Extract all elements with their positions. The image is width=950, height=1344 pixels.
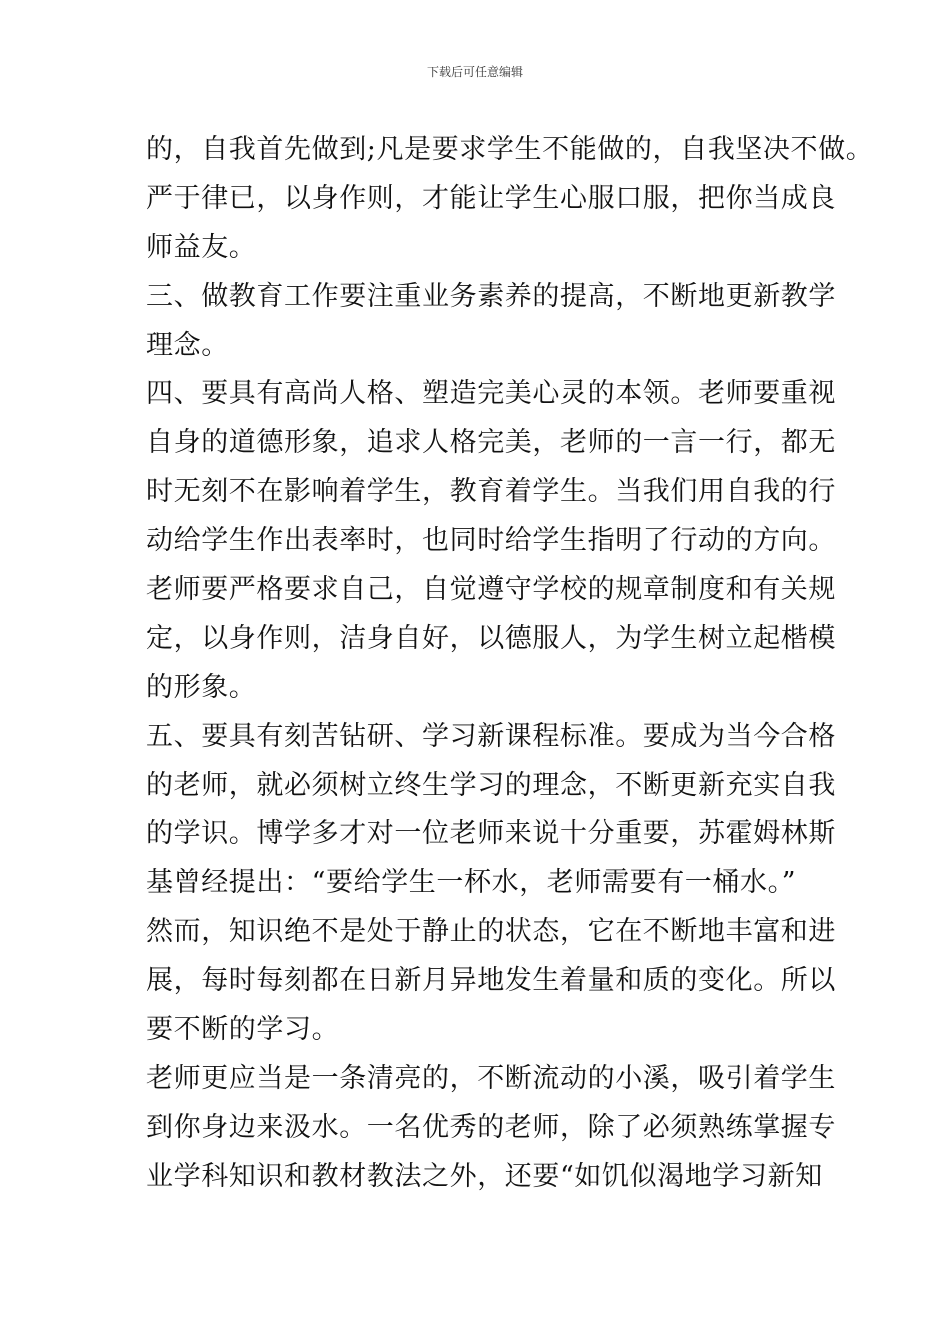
text-line: 理念。 <box>146 329 229 361</box>
text-line: 三、做教育工作要注重业务素养的提高，不断地更新教学 <box>146 280 836 312</box>
text-line: 然而，知识绝不是处于静止的状态，它在不断地丰富和进 <box>146 916 836 948</box>
text-line: 的学识。博学多才对一位老师来说十分重要，苏霍姆林斯 <box>146 818 836 850</box>
text-line: 严于律已，以身作则，才能让学生心服口服，把你当成良 <box>146 182 836 214</box>
text-line: 老师更应当是一条清亮的，不断流动的小溪，吸引着学生 <box>146 1062 836 1094</box>
text-line: 自身的道德形象，追求人格完美，老师的一言一行，都无 <box>146 427 836 459</box>
text-line: 的形象。 <box>146 671 257 703</box>
text-line: 基曾经提出：“要给学生一杯水，老师需要有一桶水。” <box>146 867 797 899</box>
text-line: 老师要严格要求自己，自觉遵守学校的规章制度和有关规 <box>146 574 836 606</box>
text-line: 到你身边来汲水。一名优秀的老师，除了必须熟练掌握专 <box>146 1111 836 1143</box>
text-line: 的老师，就必须树立终生学习的理念，不断更新充实自我 <box>146 769 836 801</box>
text-line: 的，自我首先做到;凡是要求学生不能做的，自我坚决不做。 <box>146 134 874 165</box>
text-line: 五、要具有刻苦钻研、学习新课程标准。要成为当今合格 <box>146 720 836 752</box>
text-line: 要不断的学习。 <box>146 1014 340 1046</box>
text-line: 展，每时每刻都在日新月异地发生着量和质的变化。所以 <box>146 965 836 997</box>
text-line: 师益友。 <box>146 231 257 263</box>
document-body <box>146 126 874 1202</box>
text-line: 动给学生作出表率时，也同时给学生指明了行动的方向。 <box>146 525 836 557</box>
text-line: 时无刻不在影响着学生，教育着学生。当我们用自我的行 <box>146 476 836 508</box>
page-header: 下载后可任意编辑 <box>426 65 523 79</box>
text-line: 四、要具有高尚人格、塑造完美心灵的本领。老师要重视 <box>146 378 836 410</box>
text-line: 业学科知识和教材教法之外，还要“如饥似渴地学习新知 <box>146 1160 823 1192</box>
text-line: 定，以身作则，洁身自好，以德服人，为学生树立起楷模 <box>146 622 836 654</box>
